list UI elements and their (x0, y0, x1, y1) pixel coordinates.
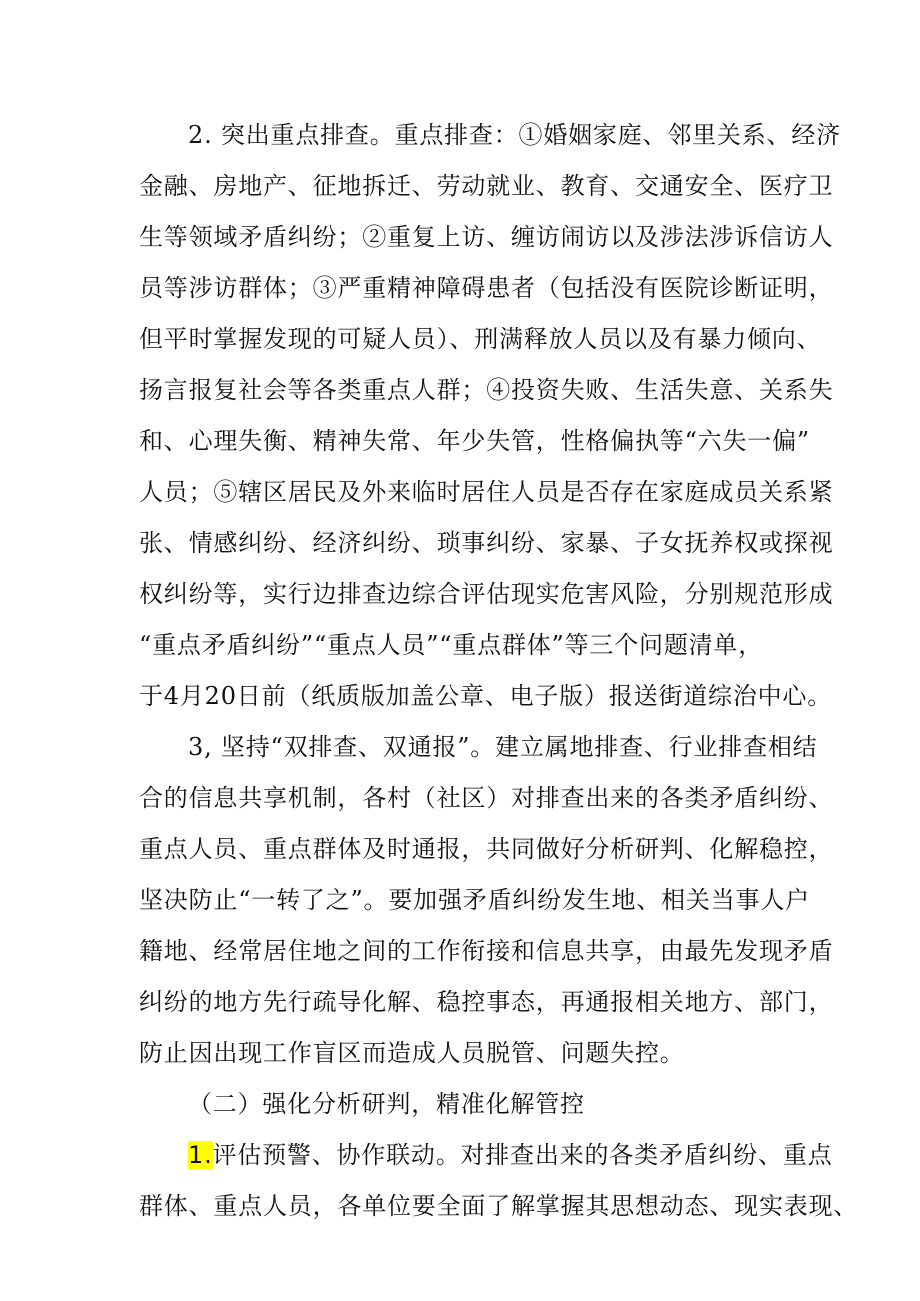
text-line (188, 1129, 833, 1181)
text-line: 防止因出现工作盲区而造成人员脱管、问题失控。 (139, 1039, 685, 1067)
text-line-content: 评估预警、协作联动。对排查出来的各类矛盾纠纷、重点 (212, 1141, 833, 1169)
text-line: 籍地、经常居住地之间的工作衔接和信息共享，由最先发现矛盾 (139, 937, 834, 965)
highlighted-number-marker: 1. (188, 1141, 213, 1169)
text-line: 但平时掌握发现的可疑人员）、刑满释放人员以及有暴力倾向、 (139, 325, 822, 353)
text-line: 和、心理失衡、精神失常、年少失管，性格偏执等“六失一偏” (139, 427, 810, 455)
text-line: “重点矛盾纠纷”“重点人员”“重点群体”等三个问题清单， (139, 631, 764, 659)
text-line: 生等领域矛盾纠纷；②重复上访、缠访闹访以及涉法涉诉信访人 (139, 223, 834, 251)
text-line: 张、情感纠纷、经济纠纷、琐事纠纷、家暴、子女抚养权或探视 (139, 529, 834, 557)
text-line: 合的信息共享机制，各村（社区）对排查出来的各类矛盾纠纷、 (139, 784, 834, 812)
heading-line: （二）强化分析研判，精准化解管控 (188, 1090, 585, 1118)
text-line: 金融、房地产、征地拆迁、劳动就业、教育、交通安全、医疗卫 (139, 172, 834, 200)
text-line: 扬言报复社会等各类重点人群；④投资失败、生活失意、关系失 (139, 376, 834, 404)
text-line: 群体、重点人员，各单位要全面了解掌握其思想动态、现实表现、 (139, 1192, 859, 1220)
text-line: 于4月20日前（纸质版加盖公章、电子版）报送街道综治中心。 (139, 682, 833, 710)
text-line: 2. 突出重点排查。重点排查：①婚姻家庭、邻里关系、经济 (188, 121, 841, 149)
text-line: 3, 坚持“双排查、双通报”。建立属地排查、行业排查相结 (188, 733, 818, 761)
text-line: 纠纷的地方先行疏导化解、稳控事态，再通报相关地方、部门， (139, 988, 834, 1016)
text-line: 重点人员、重点群体及时通报，共同做好分析研判、化解稳控， (139, 835, 834, 863)
text-line: 坚决防止“一转了之”。要加强矛盾纠纷发生地、相关当事人户 (139, 886, 810, 914)
text-line: 员等涉访群体；③严重精神障碍患者（包括没有医院诊断证明， (139, 274, 834, 302)
text-line: 权纠纷等，实行边排查边综合评估现实危害风险，分别规范形成 (139, 580, 834, 608)
text-line: 人员；⑤辖区居民及外来临时居住人员是否存在家庭成员关系紧 (139, 478, 834, 506)
